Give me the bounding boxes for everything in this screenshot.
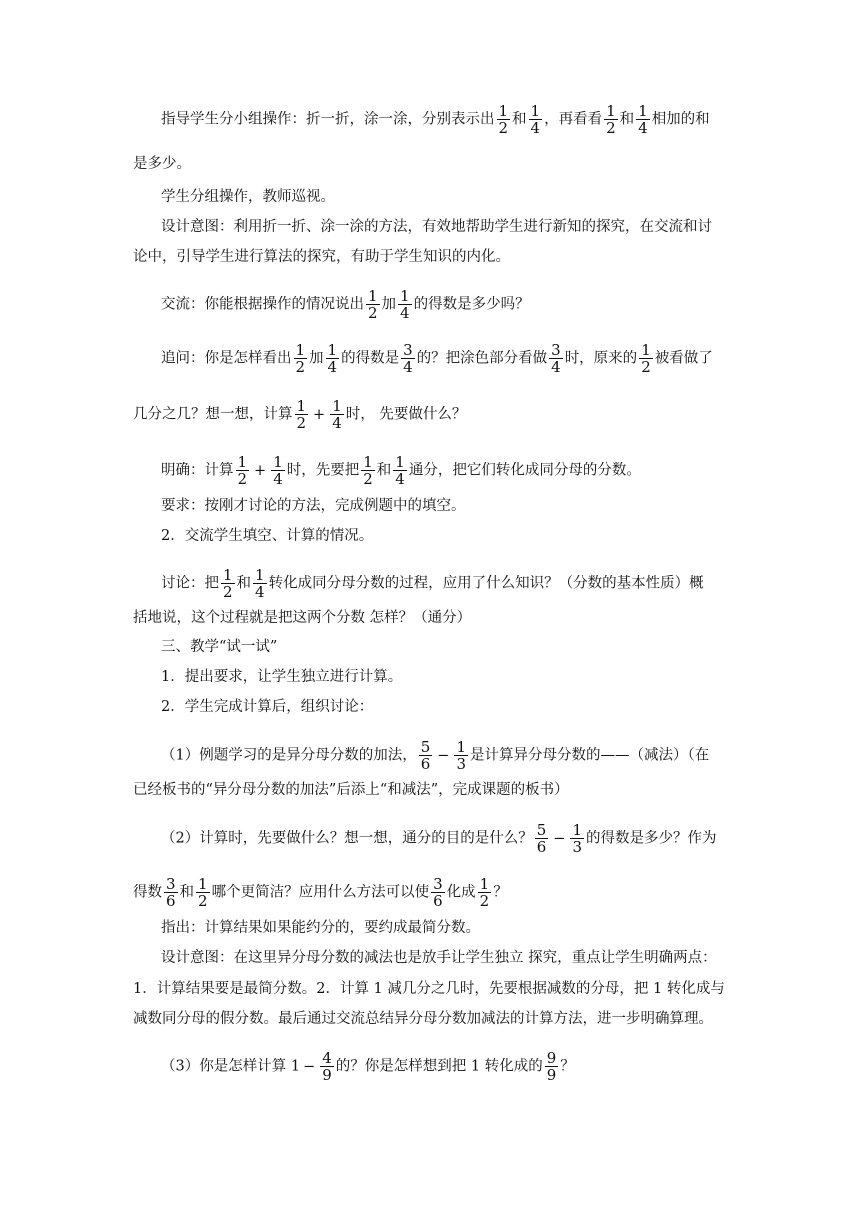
text: 和 [512, 111, 527, 128]
numerator: 3 [166, 875, 176, 893]
fraction [320, 1050, 334, 1083]
text: 2．交流学生填空、计算的情况。 [161, 528, 374, 544]
text: 设计意图：利用折一折、涂一涂的方法，有效地帮助学生进行新知的探究，在交流和讨 [161, 219, 712, 235]
numerator: 1 [638, 102, 648, 120]
minus-sign: − [553, 830, 566, 847]
denominator: 4 [551, 358, 561, 376]
text: 交流：你能根据操作的情况说出 [161, 296, 364, 313]
text: ？ [560, 1058, 575, 1075]
numerator: 1 [363, 453, 373, 471]
numerator: 1 [198, 875, 208, 893]
fraction [419, 739, 433, 772]
numerator: 5 [420, 738, 431, 756]
text: 和 [179, 884, 195, 901]
numerator: 3 [403, 341, 413, 359]
paragraph-line [161, 217, 860, 237]
fraction [636, 103, 650, 136]
denominator: 9 [546, 1066, 557, 1084]
text: 的得数是 [341, 350, 400, 367]
minus-sign: − [303, 1058, 316, 1075]
numerator: 1 [237, 453, 248, 471]
denominator: 2 [368, 304, 378, 322]
fraction [431, 876, 445, 909]
denominator: 2 [479, 892, 490, 910]
denominator: 2 [606, 119, 616, 137]
paragraph-line [133, 247, 860, 267]
denominator: 2 [296, 414, 307, 432]
minus-sign: − [437, 747, 450, 764]
text: 明确：计算 [161, 462, 234, 479]
text: 的？你是怎样想到把 1 转化成的 [335, 1058, 543, 1075]
numerator: 1 [479, 875, 490, 893]
text: 讨论：把 [161, 575, 219, 592]
numerator: 1 [530, 102, 541, 120]
text: 三、教学“试一试” [161, 639, 278, 655]
text: ？ [493, 884, 508, 901]
paragraph-clarify [0, 454, 860, 487]
plus-sign: + [254, 462, 267, 479]
numerator: 1 [606, 102, 616, 120]
denominator: 2 [223, 583, 233, 601]
paragraph-follow-up [0, 342, 860, 375]
text: 要求：按刚才讨论的方法，完成例题中的填空。 [161, 498, 466, 514]
denominator: 9 [322, 1066, 332, 1084]
paragraph-line [161, 918, 860, 938]
text: 相加的和 [651, 111, 710, 128]
denominator: 2 [363, 470, 373, 488]
paragraph-line [133, 1009, 860, 1029]
numerator: 5 [536, 821, 547, 839]
fraction [398, 288, 412, 321]
paragraph-question-2-cont [0, 876, 860, 909]
numerator: 1 [273, 453, 283, 471]
text: （1）例题学习的是异分母分数的加法， [161, 747, 417, 764]
numerator: 1 [395, 453, 405, 471]
fraction [164, 876, 178, 909]
numerator: 1 [456, 738, 466, 756]
denominator: 4 [327, 358, 338, 376]
text: 是多少。 [133, 156, 191, 172]
numerator: 9 [546, 1049, 557, 1067]
text: 和 [236, 575, 252, 592]
fraction [639, 342, 653, 375]
text: 的？把涂色部分看做 [416, 350, 548, 367]
fraction [497, 103, 511, 136]
numerator: 1 [296, 397, 307, 415]
text: 化成 [446, 884, 476, 901]
fraction [529, 103, 543, 136]
fraction [478, 876, 492, 909]
denominator: 3 [572, 838, 582, 856]
paragraph-think [0, 398, 860, 431]
fraction [454, 739, 468, 772]
denominator: 2 [198, 892, 208, 910]
denominator: 6 [536, 838, 547, 856]
paragraph-fold-paint [0, 103, 860, 136]
denominator: 4 [395, 470, 405, 488]
paragraph-line [161, 948, 860, 968]
text: 设计意图：在这里异分母分数的减法也是放手让学生独立 探究，重点让学生明确两点： [161, 950, 717, 966]
fraction [221, 567, 235, 600]
text: 和 [376, 462, 392, 479]
fraction [253, 567, 267, 600]
text: 1．计算结果要是最简分数。2．计算 1 减几分之几时，先要根据减数的分母，把 1 转化成与 [133, 981, 725, 997]
text: ，再看看 [544, 111, 603, 128]
text: （3）你是怎样计算 1 [161, 1058, 301, 1075]
denominator: 4 [273, 470, 283, 488]
numerator: 1 [223, 566, 233, 584]
paragraph-exchange [0, 288, 860, 321]
paragraph-question-3 [0, 1050, 860, 1083]
text: 论中，引导学生进行算法的探究，有助于学生知识的内化。 [133, 249, 510, 265]
text: 通分，把它们转化成同分母的分数。 [408, 462, 641, 479]
fraction [326, 342, 340, 375]
numerator: 4 [322, 1049, 332, 1067]
text: 哪个更简洁？应用什么方法可以使 [211, 884, 430, 901]
denominator: 6 [420, 755, 431, 773]
section-heading [161, 637, 860, 657]
denominator: 4 [255, 583, 265, 601]
fraction [545, 1050, 559, 1083]
text: 已经板书的“异分母分数的加法”后添上“和减法”，完成课题的板书） [133, 782, 569, 798]
text: 的得数是多少吗？ [413, 296, 530, 313]
paragraph-question-1 [0, 739, 860, 772]
text: 时， 先要做什么？ [345, 406, 467, 423]
text: 被看做了 [654, 350, 713, 367]
text: 加 [309, 350, 324, 367]
denominator: 2 [641, 358, 651, 376]
numerator: 1 [400, 287, 410, 305]
paragraph-question-2 [0, 822, 860, 855]
numerator: 1 [255, 566, 265, 584]
text: 学生分组操作，教师巡视。 [161, 189, 335, 205]
paragraph-discuss [0, 567, 860, 600]
denominator: 4 [400, 304, 410, 322]
denominator: 6 [166, 892, 176, 910]
text: 指导学生分小组操作：折一折，涂一涂，分别表示出 [161, 111, 495, 128]
fraction [366, 288, 380, 321]
text: 和 [619, 111, 635, 128]
text: 是计算异分母分数的——（减法）（在 [469, 747, 710, 764]
denominator: 4 [403, 358, 413, 376]
denominator: 2 [498, 119, 509, 137]
text: 追问：你是怎样看出 [161, 350, 292, 367]
text: 1．提出要求，让学生独立进行计算。 [161, 669, 403, 685]
fraction [570, 822, 584, 855]
fraction [361, 454, 375, 487]
text: 括地说，这个过程就是把这两个分数 怎样？（通分） [133, 610, 472, 626]
fraction [236, 454, 250, 487]
text: 2．学生完成计算后，组织讨论： [161, 699, 374, 715]
fraction [294, 342, 308, 375]
numerator: 1 [641, 341, 651, 359]
numerator: 3 [433, 875, 443, 893]
paragraph-line [161, 667, 860, 687]
denominator: 3 [456, 755, 466, 773]
text: 时，先要把 [286, 462, 360, 479]
denominator: 6 [433, 892, 443, 910]
text: 的得数是多少？作为 [585, 830, 717, 847]
numerator: 1 [327, 341, 338, 359]
fraction [196, 876, 210, 909]
paragraph-line [133, 979, 860, 999]
paragraph-line [161, 526, 860, 546]
numerator: 1 [368, 287, 378, 305]
numerator: 1 [572, 821, 582, 839]
numerator: 1 [498, 102, 509, 120]
fraction [549, 342, 563, 375]
numerator: 1 [332, 397, 342, 415]
text: 指出：计算结果如果能约分的，要约成最简分数。 [161, 920, 480, 936]
denominator: 4 [638, 119, 648, 137]
text: 转化成同分母分数的过程，应用了什么知识？（分数的基本性质）概 [268, 575, 704, 592]
fraction [401, 342, 415, 375]
fraction [604, 103, 618, 136]
text: 得数 [133, 884, 162, 901]
denominator: 4 [530, 119, 541, 137]
fraction [535, 822, 549, 855]
paragraph-line [133, 154, 860, 174]
numerator: 1 [295, 341, 306, 359]
paragraph-line [133, 608, 860, 628]
denominator: 2 [237, 470, 248, 488]
text: 时，原来的 [564, 350, 638, 367]
plus-sign: + [313, 406, 326, 423]
text: 减数同分母的假分数。最后通过交流总结异分母分数加减法的计算方法，进一步明确算理。 [133, 1011, 713, 1027]
text: 几分之几？想一想，计算 [133, 406, 293, 423]
paragraph-line [161, 187, 860, 207]
text: 加 [381, 296, 397, 313]
numerator: 3 [551, 341, 561, 359]
paragraph-line [133, 780, 860, 800]
fraction [330, 398, 344, 431]
paragraph-line [161, 496, 860, 516]
fraction [295, 398, 309, 431]
text: （2）计算时，先要做什么？想一想，通分的目的是什么？ [161, 830, 533, 847]
fraction [393, 454, 407, 487]
denominator: 2 [295, 358, 306, 376]
paragraph-line [161, 697, 860, 717]
denominator: 4 [332, 414, 342, 432]
fraction [271, 454, 285, 487]
